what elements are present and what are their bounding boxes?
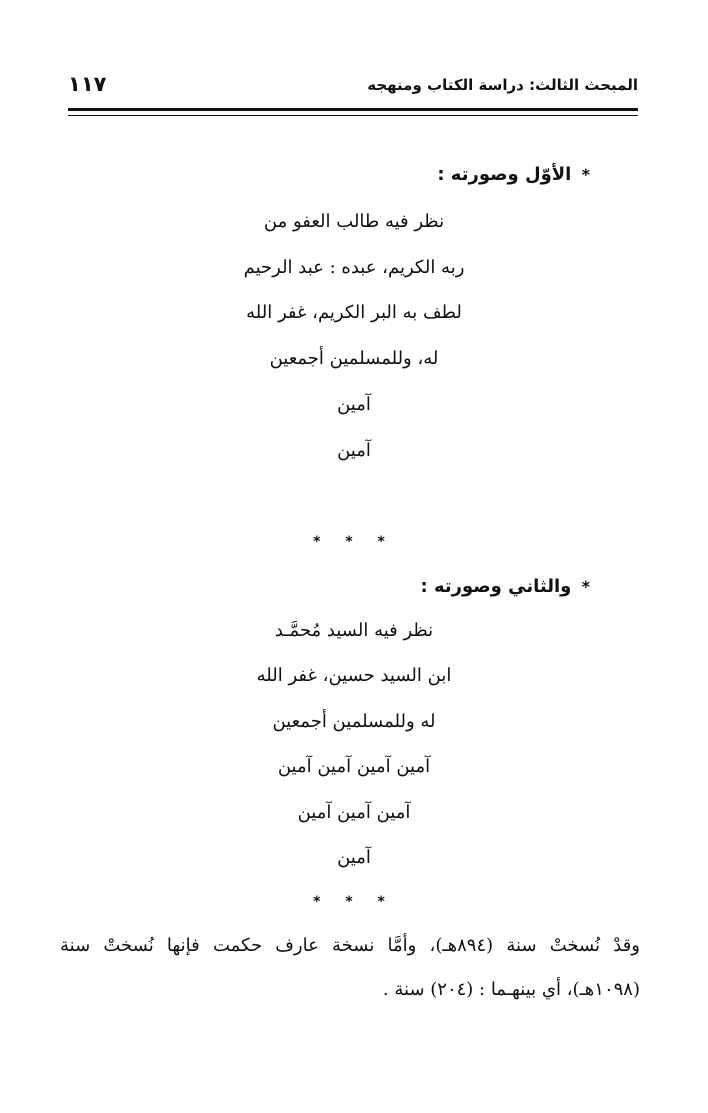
separator-stars-1: * * * [313, 534, 395, 550]
second-line-1: نظر فيه السيد مُحمَّـد [274, 620, 434, 641]
paragraph-line-2: (١٠٩٨هـ)، أي بينهـما : (٢٠٤) سنة . [382, 979, 640, 1000]
first-line-1: نظر فيه طالب العفو من [263, 211, 445, 232]
first-line-3: لطف به البر الكريم، غفر الله [246, 302, 462, 323]
first-section-heading [437, 164, 590, 185]
first-line-5: آمين [337, 394, 371, 415]
header-rule-thick [68, 108, 638, 111]
bullet-star-icon: * [581, 577, 590, 596]
running-head: المبحث الثالث: دراسة الكتاب ومنهجه [367, 76, 638, 94]
paragraph-line-1: وقدْ نُسختْ سنة (٨٩٤هـ)، وأمَّا نسخة عارف حكمت فإنها نُسختْ سنة [60, 935, 640, 956]
first-line-6: آمين [337, 440, 371, 461]
first-line-4: له، وللمسلمين أجمعين [269, 348, 439, 369]
second-line-3: له وللمسلمين أجمعين [272, 711, 436, 732]
second-section-heading [421, 576, 591, 597]
first-line-2: ربه الكريم، عبده : عبد الرحيم [243, 257, 465, 278]
header-rule-thin [68, 115, 638, 116]
page-header [68, 68, 638, 104]
second-line-5: آمين آمين آمين [297, 802, 411, 823]
first-heading-text: الأوّل وصورته : [437, 164, 572, 185]
bullet-star-icon: * [581, 165, 590, 184]
page-number: ١١٧ [68, 72, 107, 96]
second-line-6: آمين [337, 847, 371, 868]
closing-paragraph [60, 924, 640, 1012]
separator-stars-2: * * * [313, 894, 395, 910]
second-line-4: آمين آمين آمين آمين [277, 756, 431, 777]
second-line-2: ابن السيد حسين، غفر الله [256, 665, 452, 686]
second-heading-text: والثاني وصورته : [420, 576, 572, 597]
